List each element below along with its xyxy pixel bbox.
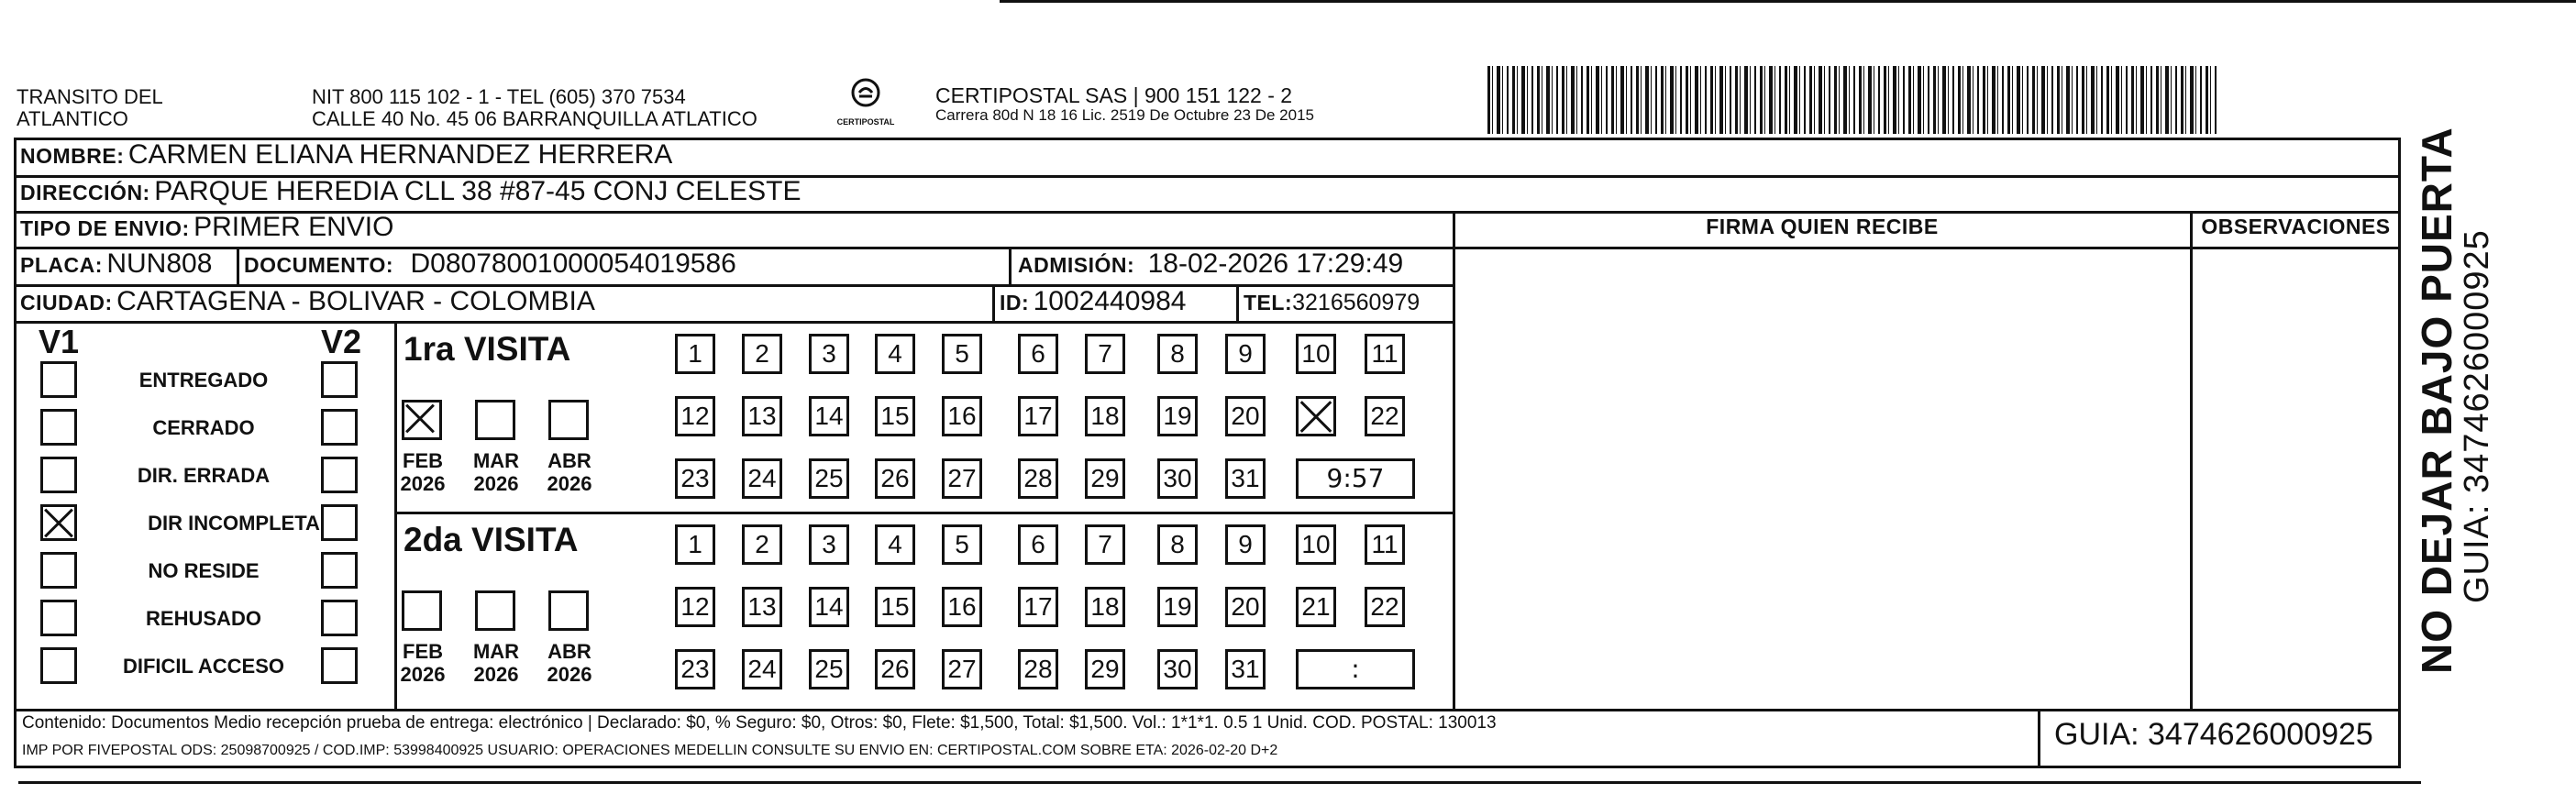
second-visit-day-13[interactable]: 13: [742, 587, 782, 627]
nit-line1: NIT 800 115 102 - 1 - TEL (605) 370 7534: [312, 85, 686, 108]
first-visit-day-19[interactable]: 19: [1157, 396, 1198, 436]
ciudad-label: CIUDAD:: [20, 291, 113, 314]
documento-label: DOCUMENTO:: [244, 253, 394, 277]
second-month-mar-checkbox[interactable]: [475, 590, 515, 631]
second-visit-time-field[interactable]: :: [1296, 649, 1415, 689]
side-warning: NO DEJAR BAJO PUERTA: [2413, 127, 2460, 674]
logo-text: CERTIPOSTAL: [836, 117, 895, 127]
second-month-feb-label: FEB 2026: [400, 640, 446, 686]
second-visit-day-6[interactable]: 6: [1018, 524, 1058, 565]
tipo-label: TIPO DE ENVIO:: [20, 216, 190, 240]
first-visit-day-22[interactable]: 22: [1365, 396, 1405, 436]
second-month-abr-label: ABR 2026: [547, 640, 592, 686]
direccion-row: [20, 176, 801, 207]
first-visit-day-3[interactable]: 3: [809, 334, 849, 374]
entity-line2: ATLANTICO: [17, 107, 128, 130]
first-visit-day-5[interactable]: 5: [942, 334, 982, 374]
second-visit-day-11[interactable]: 11: [1365, 524, 1405, 565]
first-visit-day-4[interactable]: 4: [875, 334, 915, 374]
first-visit-day-24[interactable]: 24: [742, 458, 782, 499]
first-month-mar-label: MAR 2026: [472, 449, 520, 495]
v1-checkbox-dificil-acceso[interactable]: [40, 647, 77, 684]
second-visit-day-26[interactable]: 26: [875, 649, 915, 689]
first-month-abr-checkbox[interactable]: [548, 400, 589, 440]
placa-cell: [20, 248, 212, 280]
second-visit-day-27[interactable]: 27: [942, 649, 982, 689]
first-visit-day-2[interactable]: 2: [742, 334, 782, 374]
top-border: [1000, 0, 2576, 3]
row-line-6: [397, 512, 1454, 514]
second-visit-day-14[interactable]: 14: [809, 587, 849, 627]
first-visit-day-18[interactable]: 18: [1085, 396, 1125, 436]
second-visit-day-30[interactable]: 30: [1157, 649, 1198, 689]
v1-checkbox-no-reside[interactable]: [40, 552, 77, 589]
v2-checkbox-dificil-acceso[interactable]: [321, 647, 358, 684]
second-visit-day-29[interactable]: 29: [1085, 649, 1125, 689]
second-visit-day-25[interactable]: 25: [809, 649, 849, 689]
documento-value: D08078001000054019586: [410, 248, 736, 279]
first-month-abr-label: ABR 2026: [547, 449, 592, 495]
second-visit-day-23[interactable]: 23: [675, 649, 715, 689]
first-visit-day-8[interactable]: 8: [1157, 334, 1198, 374]
tipo-row: [20, 212, 393, 243]
ciudad-cell: [20, 286, 595, 317]
second-visit-day-12[interactable]: 12: [675, 587, 715, 627]
header-company: [935, 84, 1486, 125]
second-visit-day-17[interactable]: 17: [1018, 587, 1058, 627]
first-visit-day-23[interactable]: 23: [675, 458, 715, 499]
second-visit-day-31[interactable]: 31: [1225, 649, 1266, 689]
second-visit-day-5[interactable]: 5: [942, 524, 982, 565]
firma-header: [1455, 215, 2189, 239]
second-visit-day-9[interactable]: 9: [1225, 524, 1266, 565]
status-no-reside: NO RESIDE: [148, 559, 260, 582]
first-visit-day-6[interactable]: 6: [1018, 334, 1058, 374]
second-visit-day-16[interactable]: 16: [942, 587, 982, 627]
v1-checkbox-rehusado[interactable]: [40, 600, 77, 636]
v1-checkbox-dir-errada[interactable]: [40, 457, 77, 493]
v1-checkbox-entregado[interactable]: [40, 361, 77, 398]
first-visit-day-20[interactable]: 20: [1225, 396, 1266, 436]
nombre-label: NOMBRE:: [20, 144, 125, 168]
first-visit-day-10[interactable]: 10: [1296, 334, 1336, 374]
tel-value: 3216560979: [1292, 290, 1421, 315]
id-label: ID:: [1000, 291, 1030, 314]
first-visit-day-16[interactable]: 16: [942, 396, 982, 436]
first-visit-day-13[interactable]: 13: [742, 396, 782, 436]
second-visit-day-1[interactable]: 1: [675, 524, 715, 565]
nombre-row: [20, 139, 672, 171]
first-month-feb-label: FEB 2026: [400, 449, 446, 495]
status-entregado: ENTREGADO: [138, 369, 269, 391]
row-line-footer: [14, 709, 2401, 711]
col-admision-divider: [1009, 248, 1012, 285]
v2-checkbox-dir-incompleta[interactable]: [321, 504, 358, 541]
firma-label: FIRMA QUIEN RECIBE: [1706, 215, 1939, 238]
v2-checkbox-dir-errada[interactable]: [321, 457, 358, 493]
placa-value: NUN808: [106, 248, 213, 279]
direccion-value: PARQUE HEREDIA CLL 38 #87-45 CONJ CELESTE: [154, 176, 802, 206]
nombre-value: CARMEN ELIANA HERNANDEZ HERRERA: [127, 139, 673, 170]
first-visit-day-31[interactable]: 31: [1225, 458, 1266, 499]
v2-checkbox-entregado[interactable]: [321, 361, 358, 398]
col-footer-guia: [2038, 709, 2040, 768]
first-visit-day-26[interactable]: 26: [875, 458, 915, 499]
first-visit-day-7[interactable]: 7: [1085, 334, 1125, 374]
second-visit-day-4[interactable]: 4: [875, 524, 915, 565]
second-month-feb-checkbox[interactable]: [402, 590, 442, 631]
second-visit-day-18[interactable]: 18: [1085, 587, 1125, 627]
first-visit-day-9[interactable]: 9: [1225, 334, 1266, 374]
tel-label: TEL:: [1244, 291, 1293, 314]
second-visit-day-22[interactable]: 22: [1365, 587, 1405, 627]
second-visit-day-19[interactable]: 19: [1157, 587, 1198, 627]
col-id-divider: [992, 285, 995, 323]
v1-label: V1: [39, 323, 80, 360]
company-line1: CERTIPOSTAL SAS | 900 151 122 - 2: [935, 83, 1293, 107]
documento-cell: [244, 248, 736, 280]
first-visit-day-28[interactable]: 28: [1018, 458, 1058, 499]
second-visit-day-8[interactable]: 8: [1157, 524, 1198, 565]
first-visit-time-field[interactable]: 9:57: [1296, 458, 1415, 499]
footer-contenido: Contenido: Documentos Medio recepción prueba de entrega: electrónico | Declarado: $0, % Seguro: $0, Otros: $0, Flete: $1,500, Total: $1,500. Vol.: 1*1*1. 0.5 1 Unid. COD. POSTAL: 130013: [22, 713, 1497, 733]
v2-checkbox-cerrado[interactable]: [321, 409, 358, 446]
first-visit-day-14[interactable]: 14: [809, 396, 849, 436]
second-month-abr-checkbox[interactable]: [548, 590, 589, 631]
status-dir-incompleta: DIR INCOMPLETA: [148, 512, 320, 535]
first-month-feb-checkbox[interactable]: [402, 400, 442, 440]
first-visit-day-15[interactable]: 15: [875, 396, 915, 436]
bottom-border: [18, 781, 2421, 784]
observaciones-label: OBSERVACIONES: [2201, 215, 2391, 238]
barcode: [1487, 66, 2217, 134]
first-visit-day-1[interactable]: 1: [675, 334, 715, 374]
header-nit: [312, 86, 825, 130]
admision-value: 18-02-2026 17:29:49: [1147, 248, 1404, 279]
first-visit-day-29[interactable]: 29: [1085, 458, 1125, 499]
col-signature-left: [1453, 211, 1455, 711]
v2-checkbox-no-reside[interactable]: [321, 552, 358, 589]
v1-checkbox-dir-incompleta[interactable]: [40, 504, 77, 541]
entity-line1: TRANSITO DEL: [17, 85, 163, 108]
tipo-value: PRIMER ENVIO: [193, 212, 394, 242]
tel-cell: [1244, 290, 1420, 316]
second-visit-title: 2da VISITA: [404, 521, 579, 558]
company-line2: Carrera 80d N 18 16 Lic. 2519 De Octubre 23 De 2015: [935, 106, 1314, 124]
status-dificil-acceso: DIFICIL ACCESO: [122, 655, 284, 678]
direccion-label: DIRECCIÓN:: [20, 181, 150, 204]
second-month-mar-label: MAR 2026: [472, 640, 520, 686]
ciudad-value: CARTAGENA - BOLIVAR - COLOMBIA: [116, 286, 595, 316]
second-visit-day-20[interactable]: 20: [1225, 587, 1266, 627]
footer-impresion: IMP POR FIVEPOSTAL ODS: 25098700925 / COD.IMP: 53998400925 USUARIO: OPERACIONES MEDELLIN CONSULTE SU ENVIO EN: CERTIPOSTAL.COM SOBRE ETA: 2026-02-20 D+2: [22, 743, 1278, 758]
id-value: 1002440984: [1033, 286, 1187, 316]
status-dir-errada: DIR. ERRADA: [137, 464, 271, 487]
v1-checkbox-cerrado[interactable]: [40, 409, 77, 446]
first-visit-day-12[interactable]: 12: [675, 396, 715, 436]
first-visit-day-25[interactable]: 25: [809, 458, 849, 499]
second-visit-day-2[interactable]: 2: [742, 524, 782, 565]
second-visit-day-24[interactable]: 24: [742, 649, 782, 689]
side-guia: GUIA: 3474626000925: [2458, 229, 2496, 603]
second-visit-day-21[interactable]: 21: [1296, 587, 1336, 627]
first-visit-day-11[interactable]: 11: [1365, 334, 1405, 374]
second-visit-day-28[interactable]: 28: [1018, 649, 1058, 689]
first-visit-day-27[interactable]: 27: [942, 458, 982, 499]
first-month-mar-checkbox[interactable]: [475, 400, 515, 440]
col-tel-divider: [1236, 285, 1239, 323]
id-cell: [1000, 286, 1186, 317]
first-visit-title: 1ra VISITA: [404, 330, 571, 368]
observaciones-header: [2193, 215, 2399, 239]
v2-checkbox-rehusado[interactable]: [321, 600, 358, 636]
header-entity: [17, 86, 292, 130]
first-visit-day-21[interactable]: [1296, 396, 1336, 436]
second-visit-day-7[interactable]: 7: [1085, 524, 1125, 565]
first-visit-day-17[interactable]: 17: [1018, 396, 1058, 436]
admision-cell: [1018, 248, 1403, 280]
second-visit-day-15[interactable]: 15: [875, 587, 915, 627]
col-observaciones-left: [2190, 211, 2193, 711]
placa-label: PLACA:: [20, 253, 103, 277]
second-visit-day-3[interactable]: 3: [809, 524, 849, 565]
footer-guia: GUIA: 3474626000925: [2054, 717, 2373, 752]
col-placa-divider: [237, 248, 239, 285]
logo-icon: [850, 77, 881, 108]
first-visit-day-30[interactable]: 30: [1157, 458, 1198, 499]
v2-label: V2: [321, 323, 362, 360]
nit-line2: CALLE 40 No. 45 06 BARRANQUILLA ATLATICO: [312, 107, 757, 130]
status-rehusado: REHUSADO: [146, 607, 261, 630]
admision-label: ADMISIÓN:: [1018, 253, 1135, 277]
status-cerrado: CERRADO: [152, 416, 255, 439]
second-visit-day-10[interactable]: 10: [1296, 524, 1336, 565]
certipostal-logo: [829, 77, 902, 131]
